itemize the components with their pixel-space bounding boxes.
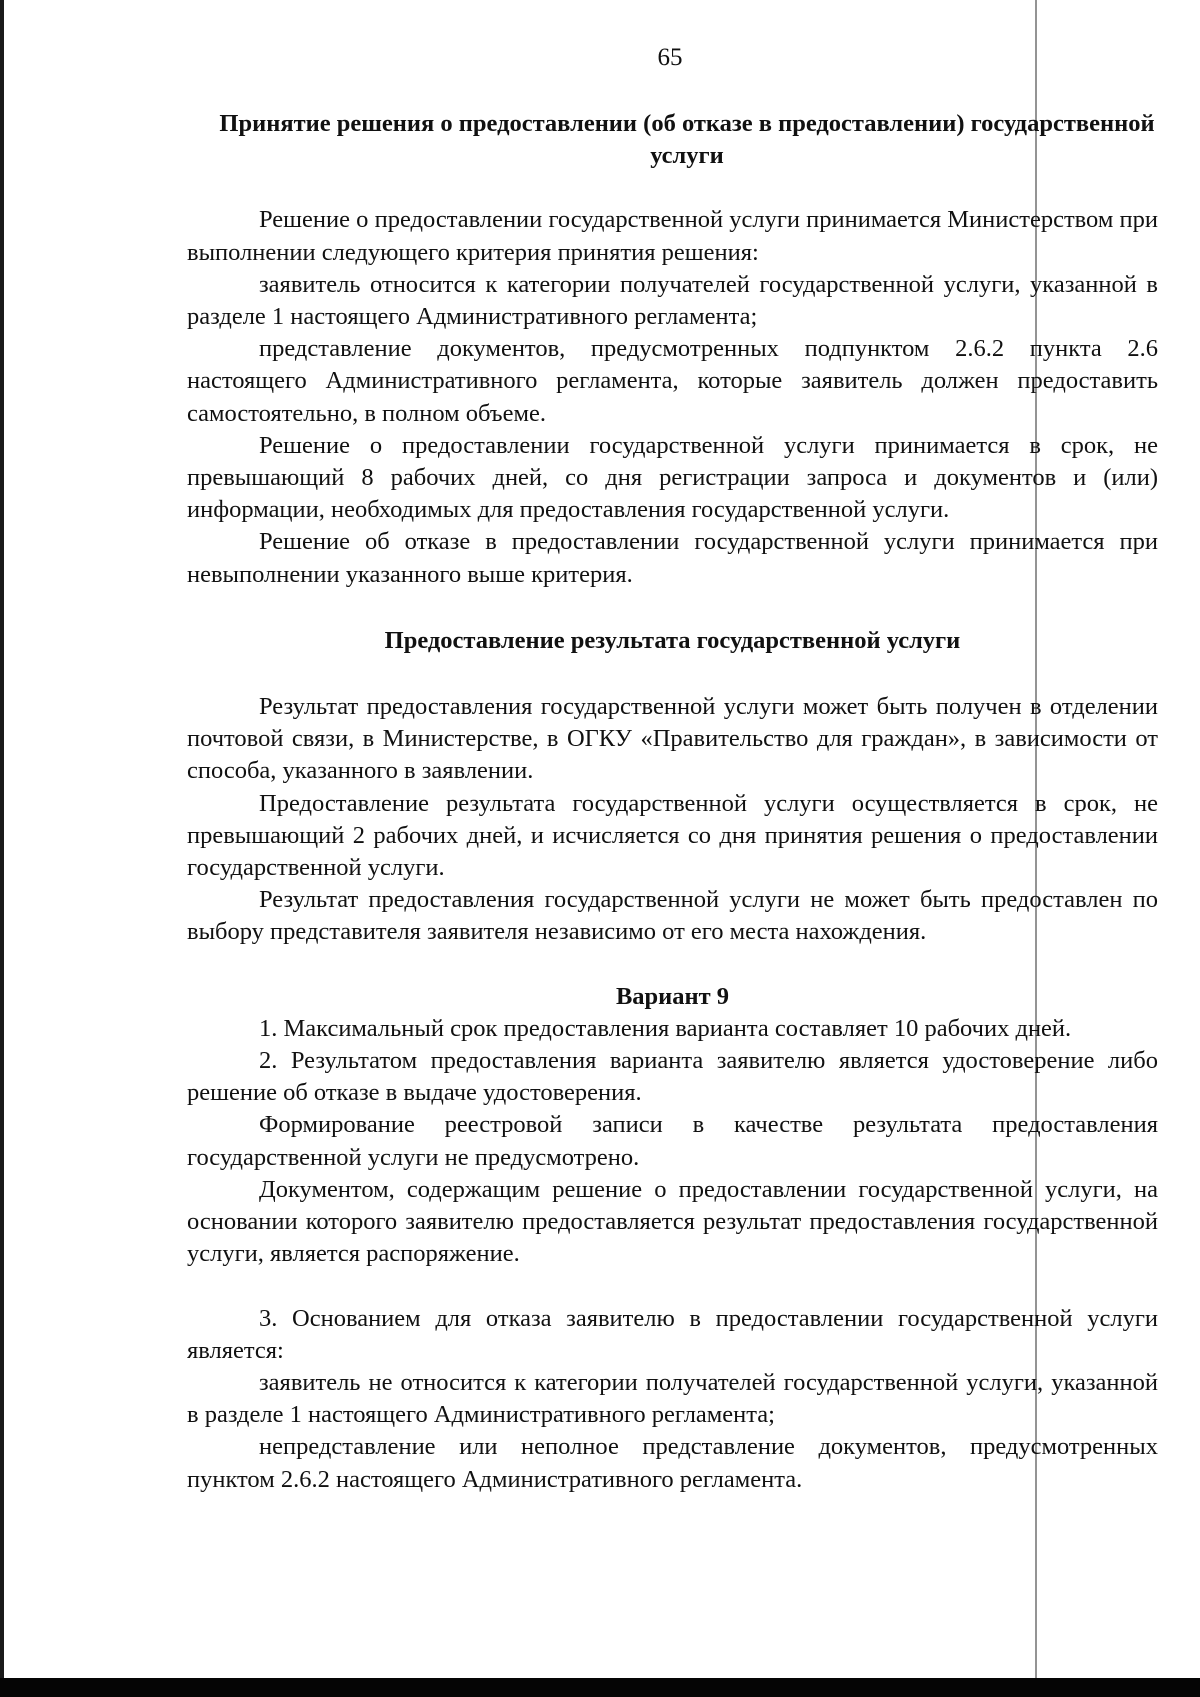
paragraph: заявитель относится к категории получателей государственной услуги, указанной в разделе 1 настоящего Административного регламента; xyxy=(187,270,1158,331)
section-heading-variant-9: Вариант 9 xyxy=(615,982,730,1010)
paragraph: заявитель не относится к категории получателей государственной услуги, указанной в разделе 1 настоящего Административного регламента; xyxy=(187,1368,1158,1429)
paragraph: Предоставление результата государственной услуги осуществляется в срок, не превышающий 2 рабочих дней, и исчисляется со дня принятия решения о предоставлении государственной услуги. xyxy=(187,789,1158,882)
section-decision-body xyxy=(187,204,1158,590)
page-number: 65 xyxy=(657,44,683,71)
paragraph: Результат предоставления государственной услуги может быть получен в отделении почтовой связи, в Министерстве, в ОГКУ «Правительство для граждан», в зависимости от способа, указанного в заявлении. xyxy=(187,693,1158,785)
paragraph: представление документов, предусмотренных подпунктом 2.6.2 пункта 2.6 настоящего Административного регламента, которые заявитель должен предоставить самостоятельно, в полном объеме. xyxy=(187,335,1158,427)
document-body xyxy=(187,108,1158,1496)
paragraph: Формирование реестровой записи в качестве результата предоставления государственной услуги не предусмотрено. xyxy=(187,1111,1158,1171)
paragraph: Решение о предоставлении государственной услуги принимается в срок, не превышающий 8 рабочих дней, со дня регистрации запроса и документов и (или) информации, необходимых для предоставления государственной услуги. xyxy=(187,431,1158,524)
paragraph: Решение об отказе в предоставлении государственной услуги принимается при невыполнении указанного выше критерия. xyxy=(187,528,1158,588)
section-variant-9-body xyxy=(187,1013,1158,1496)
paragraph: Документом, содержащим решение о предоставлении государственной услуги, на основании которого заявителю предоставляется результат предоставления государственной услуги, является распоряжение. xyxy=(187,1175,1158,1268)
paragraph: 1. Максимальный срок предоставления варианта составляет 10 рабочих дней. xyxy=(259,1014,1072,1042)
section-result-body xyxy=(187,691,1158,949)
paragraph: 2. Результатом предоставления варианта заявителю является удостоверение либо решение об отказе в выдаче удостоверения. xyxy=(187,1047,1158,1107)
paragraph: 3. Основанием для отказа заявителю в предоставлении государственной услуги является: xyxy=(187,1304,1158,1364)
scan-bottom-edge xyxy=(0,1678,1200,1697)
paragraph: непредставление или неполное представление документов, предусмотренных пунктом 2.6.2 настоящего Административного регламента. xyxy=(187,1433,1158,1493)
section-heading-result: Предоставление результата государственной услуги xyxy=(384,626,961,654)
paragraph: Решение о предоставлении государственной услуги принимается Министерством при выполнении следующего критерия принятия решения: xyxy=(187,206,1158,266)
paragraph: Результат предоставления государственной услуги не может быть предоставлен по выбору представителя заявителя независимо от его места нахождения. xyxy=(187,886,1158,946)
section-heading-decision: Принятие решения о предоставлении (об отказе в предоставлении) государственной услуги xyxy=(219,110,1155,170)
scan-left-edge xyxy=(0,0,4,1697)
